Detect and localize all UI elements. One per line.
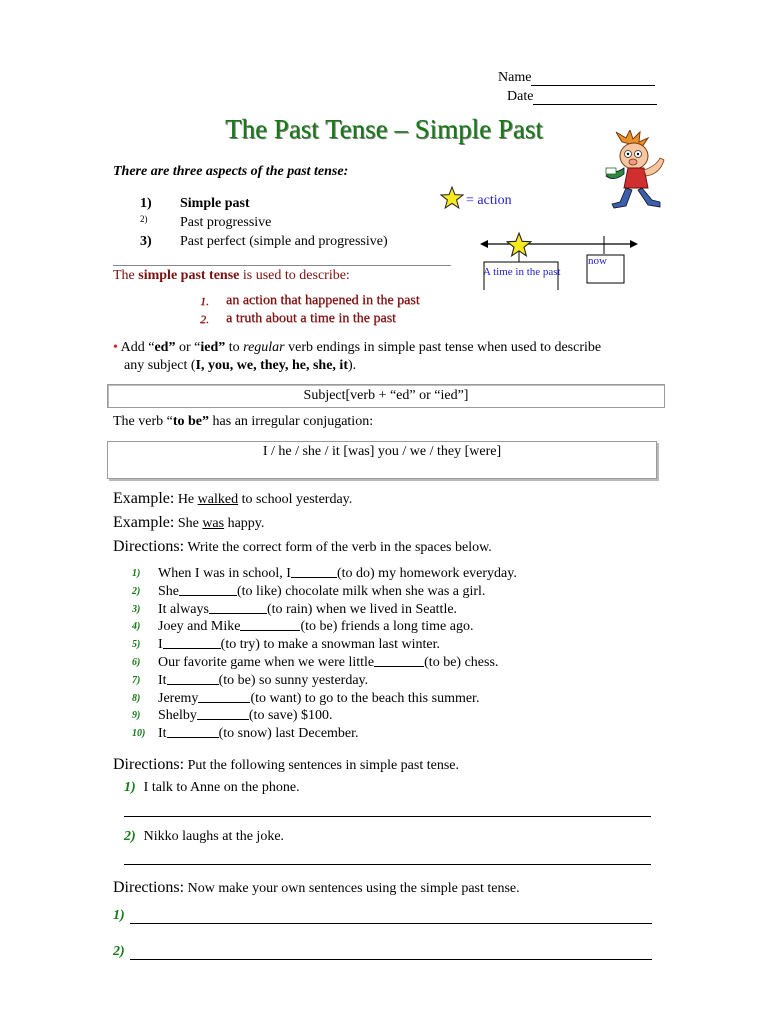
answer-line[interactable] <box>124 864 651 865</box>
rule-text: ). <box>347 358 357 373</box>
exercise-pre: Joey and Mike <box>158 619 241 635</box>
exercise-number: 8) <box>132 692 141 704</box>
example-label: Example: <box>113 490 175 507</box>
directions-label: Directions: <box>113 756 185 773</box>
exercise-item <box>132 725 517 743</box>
exercise-number: 4) <box>132 621 141 633</box>
exercise-item <box>132 583 517 601</box>
add-ed-rule <box>113 339 653 375</box>
aspect-text: Past progressive <box>180 215 272 230</box>
aspect-number: 1) <box>140 196 152 211</box>
rule-text: any subject ( <box>124 358 196 373</box>
answer-blank[interactable] <box>291 565 337 578</box>
example-word: was <box>202 516 225 531</box>
rule-ied: ied” <box>200 340 226 355</box>
exercise-item <box>132 636 517 654</box>
exercise-item <box>132 690 517 708</box>
exercise-post: (to be) so sunny yesterday. <box>218 672 369 688</box>
example-pre: She <box>174 516 203 531</box>
exercise-pre: She <box>158 583 179 599</box>
exercise-number: 6) <box>132 656 141 668</box>
name-label: Name <box>498 70 532 85</box>
rule-subjects: I, you, we, they, he, she, it <box>195 358 348 373</box>
exercise-number: 2) <box>132 585 141 597</box>
exercise-post: (to try) to make a snowman last winter. <box>220 637 440 653</box>
convert-text: I talk to Anne on the phone. <box>143 780 300 795</box>
answer-blank[interactable] <box>198 690 250 703</box>
timeline-past-label: A time in the past <box>483 266 561 278</box>
directions-text: Now make your own sentences using the simple past tense. <box>184 881 520 896</box>
own-sentence-item <box>113 944 652 960</box>
conjugation-box: I / he / she / it [was] you / we / they [were] <box>107 441 657 479</box>
describe-post: is used to describe: <box>239 268 350 283</box>
irregular-pre: The verb “ <box>113 414 173 429</box>
name-field[interactable] <box>498 70 655 86</box>
usage-text: a truth about a time in the past <box>226 311 396 326</box>
exercise-pre: Shelby <box>158 708 197 724</box>
irregular-post: has an irregular conjugation: <box>209 414 374 429</box>
describe-term: simple past tense <box>138 268 240 283</box>
answer-blank[interactable] <box>209 601 267 614</box>
example-label: Example: <box>113 514 175 531</box>
example-pre: He <box>174 492 198 507</box>
example-word: walked <box>197 492 239 507</box>
exercise-post: (to do) my homework everyday. <box>336 566 517 581</box>
exercise-post: (to want) to go to the beach this summer. <box>250 690 480 706</box>
exercise-pre: It <box>158 672 167 688</box>
answer-blank[interactable] <box>374 654 424 667</box>
section-divider <box>113 265 451 266</box>
date-label: Date <box>507 89 534 104</box>
exercise-post: (to save) $100. <box>248 708 333 724</box>
page-title: The Past Tense – Simple Past <box>225 114 543 144</box>
usage-item <box>200 292 420 310</box>
exercise-post: (to rain) when we lived in Seattle. <box>266 601 458 617</box>
usage-text: an action that happened in the past <box>226 293 420 308</box>
exercise-list <box>132 565 517 743</box>
exercise-number: 3) <box>132 603 141 615</box>
aspect-item <box>140 194 388 213</box>
exercise-pre: Our favorite game when we were little <box>158 654 375 670</box>
example-post: happy. <box>224 516 265 531</box>
action-legend-label: = action <box>466 193 512 208</box>
directions-label: Directions: <box>113 879 185 896</box>
action-legend <box>440 186 512 210</box>
aspect-number: 2) <box>140 214 148 224</box>
convert-item <box>124 780 300 796</box>
exercise-pre: It <box>158 726 167 742</box>
rule-regular: regular <box>243 340 285 355</box>
exercise-number: 7) <box>132 674 141 686</box>
aspect-text: Past perfect (simple and progressive) <box>180 234 388 249</box>
name-line[interactable] <box>531 73 655 86</box>
usage-list <box>200 292 420 328</box>
rule-ed: ed” <box>154 340 176 355</box>
exercise-post: (to snow) last December. <box>218 726 359 742</box>
timeline-now-label: now <box>588 255 607 267</box>
exercise-number: 9) <box>132 710 141 722</box>
aspect-item <box>140 213 388 232</box>
timeline-diagram <box>478 228 642 290</box>
example-line <box>113 490 352 508</box>
directions-text: Put the following sentences in simple past tense. <box>184 758 459 773</box>
answer-blank[interactable] <box>163 636 221 649</box>
bullet-icon: • <box>113 340 118 355</box>
own-sentence-line[interactable] <box>130 945 652 960</box>
own-number: 1) <box>113 908 125 923</box>
irregular-verb: to be” <box>172 414 210 429</box>
exercise-item <box>132 601 517 619</box>
exercise-number: 10) <box>132 728 146 740</box>
describe-pre: The <box>113 268 139 283</box>
convert-item <box>124 829 284 845</box>
convert-number: 2) <box>124 829 136 844</box>
exercise-item <box>132 654 517 672</box>
own-sentence-item <box>113 908 652 924</box>
exercise-post: (to be) friends a long time ago. <box>300 619 474 635</box>
date-field[interactable] <box>507 89 657 105</box>
rule-text: to <box>225 340 244 355</box>
star-icon <box>440 186 464 210</box>
usage-number: 2. <box>200 312 209 326</box>
formula-box: Subject[verb + “ed” or “ied”] <box>107 384 665 408</box>
exercise-pre: When I was in school, I <box>158 566 291 581</box>
describe-heading <box>113 268 350 284</box>
aspect-item <box>140 232 388 251</box>
answer-line[interactable] <box>124 816 651 817</box>
convert-number: 1) <box>124 780 136 795</box>
exercise-pre: Jeremy <box>158 690 199 706</box>
date-line[interactable] <box>533 92 657 105</box>
answer-blank[interactable] <box>197 707 249 720</box>
aspect-text: Simple past <box>180 196 250 211</box>
own-number: 2) <box>113 944 125 959</box>
usage-item <box>200 310 420 328</box>
exercise-item <box>132 565 517 583</box>
directions-2 <box>113 756 459 774</box>
directions-label: Directions: <box>113 538 185 555</box>
example-post: to school yesterday. <box>238 492 353 507</box>
answer-blank[interactable] <box>167 725 219 738</box>
intro-text: There are three aspects of the past tense: <box>113 164 349 179</box>
exercise-item <box>132 618 517 636</box>
exercise-post: (to be) chess. <box>424 654 499 670</box>
exercise-item <box>132 707 517 725</box>
irregular-note <box>113 414 373 430</box>
convert-text: Nikko laughs at the joke. <box>143 829 285 844</box>
own-sentence-line[interactable] <box>130 909 652 924</box>
answer-blank[interactable] <box>167 672 219 685</box>
answer-blank[interactable] <box>240 618 300 631</box>
exercise-post: (to like) chocolate milk when she was a girl. <box>237 583 486 599</box>
exercise-number: 1) <box>132 568 141 579</box>
usage-number: 1. <box>200 294 209 308</box>
rule-text: Add “ <box>117 340 155 355</box>
exercise-pre: I <box>158 637 163 653</box>
directions-1 <box>113 538 492 556</box>
rule-text: verb endings in simple past tense when used to describe <box>284 340 602 355</box>
example-line <box>113 514 264 532</box>
answer-blank[interactable] <box>179 583 237 596</box>
aspects-list <box>140 194 388 251</box>
star-icon <box>506 232 532 258</box>
directions-3 <box>113 879 520 897</box>
aspect-number: 3) <box>140 234 152 249</box>
directions-text: Write the correct form of the verb in the spaces below. <box>184 540 492 555</box>
cartoon-character-illustration <box>602 130 670 210</box>
rule-text: or “ <box>175 340 201 355</box>
exercise-item <box>132 672 517 690</box>
exercise-pre: It always <box>158 601 209 617</box>
exercise-number: 5) <box>132 639 141 651</box>
